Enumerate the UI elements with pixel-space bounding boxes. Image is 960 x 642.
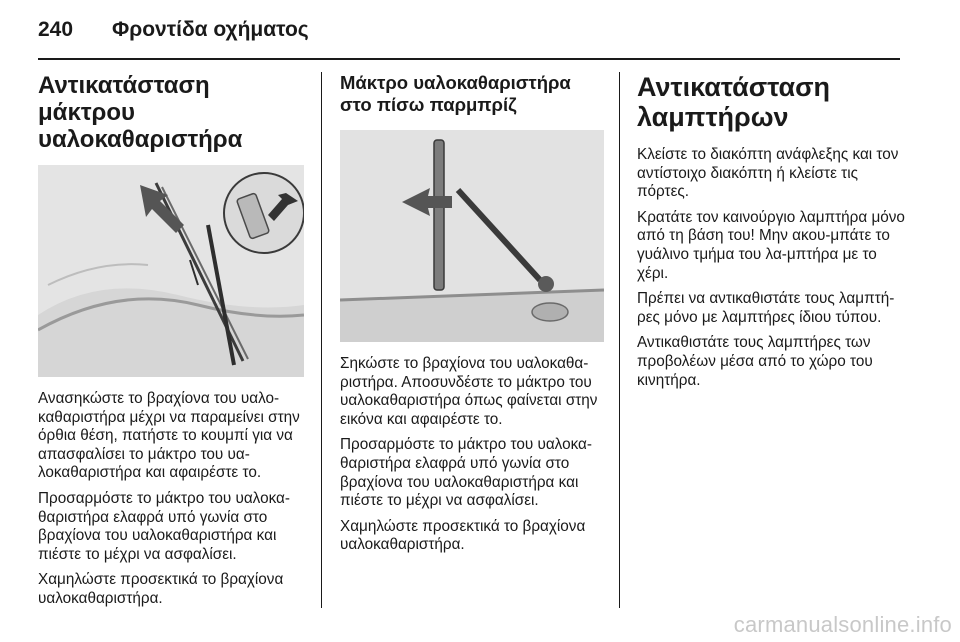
- paragraph: Κρατάτε τον καινούργιο λαμπτήρα μόνο από τη βάση του! Μην ακου-μπάτε το γυάλινο τμήμα του λα-μπτήρα με το χέρι.: [637, 208, 905, 282]
- column-divider-2: [619, 72, 620, 608]
- column-bulb-replacement: [637, 72, 905, 397]
- paragraph: Κλείστε το διακόπτη ανάφλεξης και τον αντίστοιχο διακόπτη ή κλείστε τις πόρτες.: [637, 146, 899, 201]
- paragraph: Χαμηλώστε προσεκτικά το βραχίονα υαλοκαθαριστήρα.: [38, 571, 284, 607]
- paragraph: Πρέπει να αντικαθιστάτε τους λαμπτή-ρες μόνο με λαμπτήρες ίδιου τύπου.: [637, 290, 895, 326]
- paragraph: Αντικαθιστάτε τους λαμπτήρες των προβολέων μέσα από το χώρο του κινητήρα.: [637, 334, 873, 389]
- paragraph: Ανασηκώστε το βραχίονα του υαλο-καθαριστήρα μέχρι να παραμείνει στην όρθια θέση, πατήστε το κουμπί για να απασφαλίσει το μάκτρο του υα-λοκαθαριστήρα και αφαιρέστε το.: [38, 390, 300, 482]
- paragraph: Σηκώστε το βραχίονα του υαλοκαθα-ριστήρα. Αποσυνδέστε το μάκτρο του υαλοκαθαριστήρα όπως φαίνεται στην εικόνα και αφαιρέστε το.: [340, 355, 598, 428]
- header-rule: [38, 58, 900, 60]
- column-rear-wiper: [340, 72, 604, 562]
- page-number: 240: [38, 18, 74, 41]
- column-divider-1: [321, 72, 322, 608]
- figure-rear-wiper: [340, 130, 604, 342]
- figure-front-wiper: [38, 165, 304, 377]
- page-title: Φροντίδα οχήματος: [112, 18, 309, 41]
- paragraph: Χαμηλώστε προσεκτικά το βραχίονα υαλοκαθαριστήρα.: [340, 517, 586, 554]
- front-wiper-illustration: [38, 165, 304, 377]
- section-heading-rear-wiper: Μάκτρο υαλοκαθαριστήρα στο πίσω παρμπρίζ: [340, 72, 571, 115]
- column-wiper-blade: [38, 72, 306, 616]
- paragraph: Προσαρμόστε το μάκτρο του υαλοκα-θαριστήρα ελαφρά υπό γωνία στο βραχίονα του υαλοκαθαριστήρα και πιέστε το μέχρι να ασφαλίσει.: [340, 436, 592, 510]
- paragraph: Προσαρμόστε το μάκτρο του υαλοκα-θαριστήρα ελαφρά υπό γωνία στο βραχίονα του υαλοκαθαριστήρα και πιέστε το μέχρι να ασφαλίσει.: [38, 489, 290, 563]
- section-heading-wiper-blade: Αντικατάσταση μάκτρου υαλοκαθαριστήρα: [38, 72, 243, 153]
- watermark: carmanualsonline.info: [733, 612, 952, 637]
- rear-wiper-illustration: [340, 130, 604, 342]
- section-heading-bulb-replacement: Αντικατάσταση λαμπτήρων: [637, 72, 831, 132]
